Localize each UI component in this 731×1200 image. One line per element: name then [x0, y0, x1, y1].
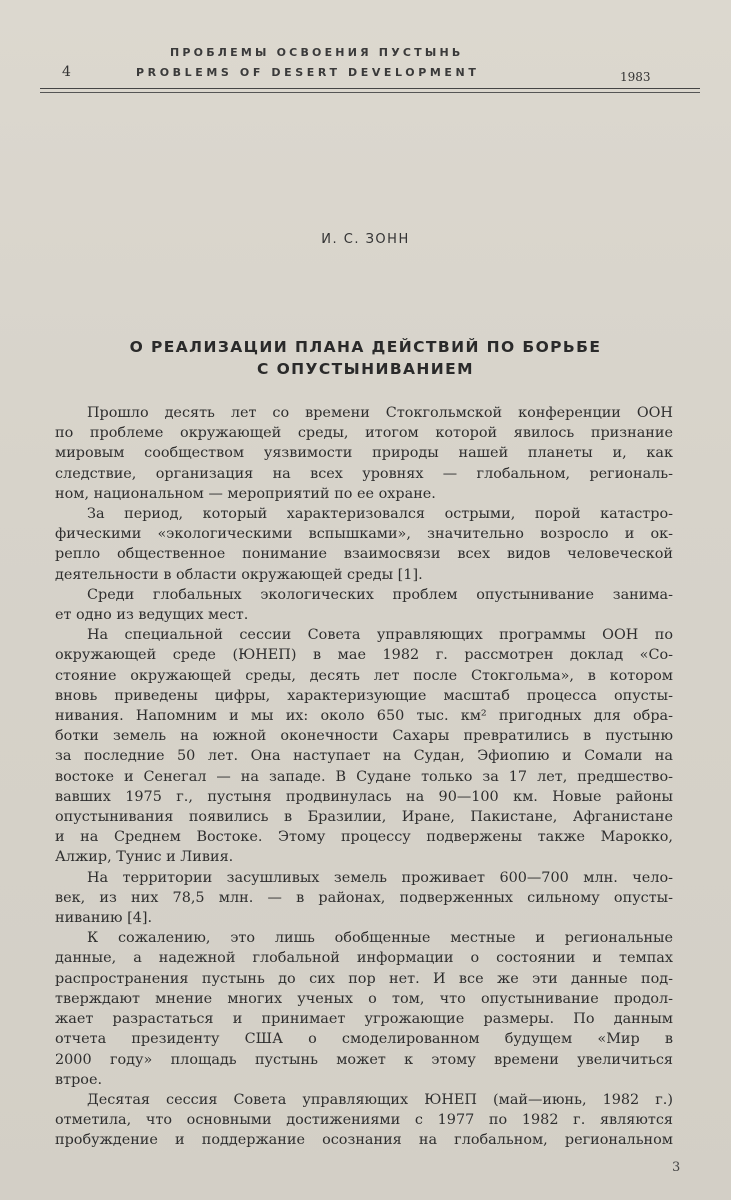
body-line: опустынивания появились в Бразилии, Иране, Пакистане, Афганистане — [55, 809, 673, 826]
body-line: Алжир, Тунис и Ливия. — [55, 849, 234, 866]
body-line: вавших 1975 г., пустыня продвинулась на 90—100 км. Новые районы — [55, 788, 673, 805]
body-line: жает разрастаться и принимает угрожающие размеры. По данным — [55, 1011, 673, 1028]
body-paragraph — [55, 504, 673, 585]
body-line: востоке и Сенегал — на западе. В Судане только за 17 лет, предшество- — [55, 768, 673, 785]
body-paragraph — [55, 1090, 673, 1151]
body-line: ботки земель на южной оконечности Сахары превратились в пустыню — [55, 728, 673, 745]
body-line: данные, а надежной глобальной информации о состоянии и темпах — [55, 950, 673, 967]
body-line: тверждают мнение многих ученых о том, что опустынивание продол- — [55, 990, 673, 1007]
article-body — [55, 403, 673, 1151]
journal-title-english: PROBLEMS OF DESERT DEVELOPMENT — [136, 66, 480, 79]
body-line: и на Среднем Востоке. Этому процессу подвержены также Марокко, — [55, 829, 673, 846]
body-line: репло общественное понимание взаимосвязи всех видов человеческой — [55, 546, 673, 563]
body-line: ниванию [4]. — [55, 910, 153, 927]
article-title-line: О РЕАЛИЗАЦИИ ПЛАНА ДЕЙСТВИЙ ПО БОРЬБЕ — [129, 338, 602, 356]
body-line: К сожалению, это лишь обобщенные местные и региональные — [87, 930, 673, 947]
body-line: За период, который характеризовался острыми, порой катастро- — [87, 506, 673, 523]
body-paragraph — [55, 868, 673, 929]
article-author: И. С. ЗОНН — [321, 232, 410, 247]
body-line: нивания. Напомним и мы их: около 650 тыс. км² пригодных для обра- — [55, 708, 673, 725]
article-title-line: С ОПУСТЫНИВАНИЕМ — [257, 360, 474, 378]
body-paragraph — [55, 928, 673, 1090]
body-line: Среди глобальных экологических проблем опустынивание занима- — [87, 586, 673, 603]
body-line: втрое. — [55, 1071, 103, 1088]
body-line: ет одно из ведущих мест. — [55, 607, 249, 624]
issue-number: 4 — [62, 64, 71, 80]
running-header — [40, 40, 700, 100]
body-line: фическими «экологическими вспышками», значительно возросло и ок- — [55, 526, 673, 543]
body-line: вновь приведены цифры, характеризующие масштаб процесса опусты- — [55, 687, 673, 704]
body-line: Десятая сессия Совета управляющих ЮНЕП (май—июнь, 1982 г.) — [87, 1091, 673, 1108]
body-line: отметила, что основными достижениями с 1977 по 1982 г. являются — [55, 1112, 673, 1129]
body-line: за последние 50 лет. Она наступает на Судан, Эфиопию и Сомали на — [55, 748, 673, 765]
journal-title-russian: ПРОБЛЕМЫ ОСВОЕНИЯ ПУСТЫНЬ — [170, 46, 464, 59]
body-line: 2000 году» площадь пустынь может к этому времени увеличиться — [55, 1051, 673, 1068]
body-line: по проблеме окружающей среды, итогом которой явилось признание — [55, 425, 673, 442]
body-line: распространения пустынь до сих пор нет. И все же эти данные под- — [55, 970, 673, 987]
body-line: окружающей среде (ЮНЕП) в мае 1982 г. рассмотрен доклад «Со- — [55, 647, 673, 664]
body-line: мировым сообществом уязвимости природы нашей планеты и, как — [55, 445, 673, 462]
body-paragraph — [55, 403, 673, 504]
header-rule-secondary — [40, 92, 700, 93]
body-line: деятельности в области окружающей среды [1]. — [55, 566, 423, 583]
body-line: Прошло десять лет со времени Стокгольмской конференции ООН — [87, 405, 673, 421]
header-rule — [40, 88, 700, 89]
body-line: отчета президенту США о смоделированном будущем «Мир в — [55, 1031, 673, 1048]
body-line: следствие, организация на всех уровнях — глобальном, региональ- — [55, 465, 673, 482]
page-number: 3 — [672, 1160, 681, 1175]
body-paragraph — [55, 585, 673, 625]
article-title — [0, 336, 731, 380]
body-line: На территории засушливых земель проживает 600—700 млн. чело- — [87, 869, 673, 886]
issue-year: 1983 — [620, 70, 651, 84]
body-line: ном, национальном — мероприятий по ее охране. — [55, 485, 436, 502]
body-line: На специальной сессии Совета управляющих программы ООН по — [87, 627, 673, 644]
body-line: пробуждение и поддержание осознания на глобальном, региональном — [55, 1132, 673, 1149]
body-paragraph — [55, 625, 673, 867]
body-line: стояние окружающей среды, десять лет после Стокгольма», в котором — [55, 667, 673, 684]
body-line: век, из них 78,5 млн. — в районах, подверженных сильному опусты- — [55, 889, 673, 906]
